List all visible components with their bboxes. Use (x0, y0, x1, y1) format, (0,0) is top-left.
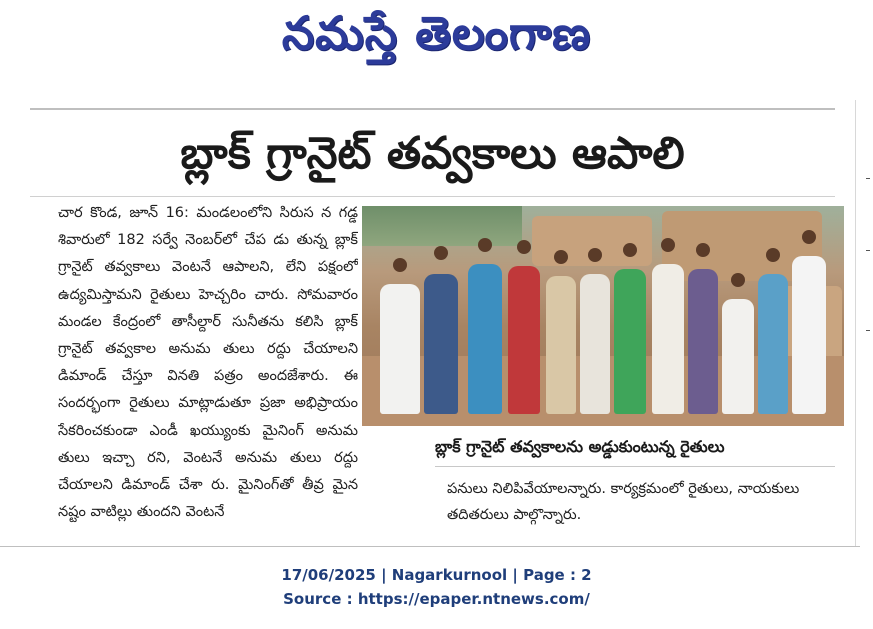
photo-person (508, 266, 540, 414)
photo-person-head (661, 238, 675, 252)
photo-person-head (696, 243, 710, 257)
photo-person (468, 264, 502, 414)
source-link[interactable]: Source : https://epaper.ntnews.com/ (283, 590, 590, 608)
photo-person-head (517, 240, 531, 254)
edge-mark (866, 178, 870, 179)
newspaper-title: నమస్తే తెలంగాణ (281, 6, 592, 60)
photo-person-head (393, 258, 407, 272)
photo-person (792, 256, 826, 414)
article-photo (362, 206, 844, 426)
photo-person-head (802, 230, 816, 244)
photo-person-head (554, 250, 568, 264)
photo-person (758, 274, 788, 414)
photo-person (652, 264, 684, 414)
photo-person (614, 269, 646, 414)
article-headline: బ్లాక్ గ్రానైట్ తవ్వకాలు ఆపాలి (180, 128, 685, 179)
photo-person-head (731, 273, 745, 287)
photo-caption: బ్లాక్ గ్రానైట్ తవ్వకాలను అడ్డుకుంటున్న రైతులు (435, 437, 725, 456)
photo-person-head (623, 243, 637, 257)
clipping-top-border (30, 108, 835, 110)
photo-person (580, 274, 610, 414)
masthead (0, 0, 873, 80)
photo-person-head (478, 238, 492, 252)
photo-person-head (766, 248, 780, 262)
headline-divider (30, 196, 835, 197)
photo-person (424, 274, 458, 414)
photo-trees (362, 206, 522, 246)
caption-divider (435, 466, 835, 467)
photo-person (546, 276, 576, 414)
photo-person (722, 299, 754, 414)
photo-person (688, 269, 718, 414)
article-body: చార కొండ, జూన్ 16: మండలంలోని సిరుస న గడ్డ శివారులో 182 సర్వే నెంబర్‌లో చేప డు తున్న బ్లాక్ గ్రానైట్ తవ్వకాలు వెంటనే ఆపాలని, లేని పక్షంలో ఉద్యమిస్తామని రైతులు హెచ్చరిం చారు. సోమవారం మండల కేంద్రంలో తాసీల్దార్ సునీతను కలిసి బ్లాక్ గ్రానైట్ తవ్వకాల అనుమ తులు రద్దు చేయాలని డిమాండ్ చేస్తూ వినతి పత్రం అందజేశారు. ఈ సందర్భంగా రైతులు మాట్లాడుతూ ప్రజా అభిప్రాయం సేకరించకుండా ఎండీ ఖయ్యుంకు మైనింగ్ అనుమ తులు ఇచ్చా రని, వెంటనే అనుమ తులు రద్దు చేయాలని డిమాండ్ చేశా రు. మైనింగ్‌తో తీవ్ర మైన నష్టం వాటిల్లు తుందని వెంటనే (58, 205, 358, 521)
edge-mark (866, 330, 870, 331)
edition-info: 17/06/2025 | Nagarkurnool | Page : 2 (281, 566, 592, 584)
clipping-right-border (855, 100, 856, 546)
photo-person-head (434, 246, 448, 260)
article-body-continued: పనులు నిలిపివేయాలన్నారు. కార్యక్రమంలో రైతులు, నాయకులు తదితరులు పాల్గొన్నారు. (447, 481, 800, 523)
clipping-bottom-border (0, 546, 860, 547)
edge-mark (866, 250, 870, 251)
photo-person-head (588, 248, 602, 262)
photo-person (380, 284, 420, 414)
